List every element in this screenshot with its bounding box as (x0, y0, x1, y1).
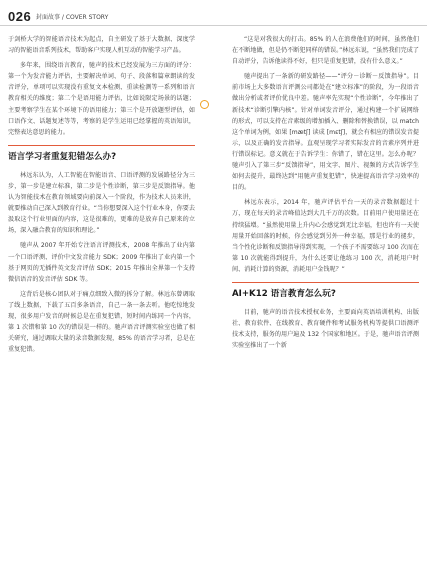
paragraph: 这背后是核心团队对于痛点细致入微的拆分了解。林远东曾调取了线上数据，下载了五百多条语音，自己一条一条去听。他吃惊地发现，很多用户发音的时候总是在重复犯错，短时间内练同一个内容，第 1 次错和第 10 次的错误是一样的。驰声语音评测实验室也做了相关研究，通过调取大量的录音数据发现，85% 的语音学习者，总是在重复犯错。 (8, 290, 195, 354)
header-divider (0, 25, 427, 26)
right-column (232, 34, 419, 355)
paragraph: 驰声从 2007 年开始专注语言评测技术，2008 年推出了业内第一个口语评测、评价中文发音能力 SDK；2009 年推出了业内第一个基于网页的无插件英文发音评估 SDK；2015 年推出全界第一个支持微信语音的发音评估 SDK 等。 (8, 242, 195, 283)
section-label: 封面故事 / COVER STORY (36, 14, 109, 21)
paragraph: 驰声提出了一条新的研发路径——“评分－诊断－反馈指导”。目前市场上大多数语言评测公司都处在“建立标准”的阶段，为一段语音做出分析或者评价优良中差。驰声率先实现“个性诊断”，今年推出了新技术“诊断引擎内核”。针对单词发音评分，通过构建一个扩展网络的形式，可以支持在音素级的增加插入、删除和替换错误，以 match 这个单词为例，如果 [mætʃ] 读成 [mɛtʃ]，就会有相应的错误发音提示，以及正确的发音指导。直观呈现学习者实际发音的音素序列并进行错误标记。意义就在于告诉学生：你错了，错在这里。怎么办呢？驰声引入了第三步“反馈指导”，用文字、图片、视频的方式告诉学生如何去提升，最终达到“用驰声重复犯错”，快速提高语音学习效率的目的。 (232, 73, 419, 192)
paragraph: 林远东认为，人工智能在智能语音、口语评测的发展路径分为三步，第一步是建立标准，第二步是个性诊断，第三步是反馈指导。他认为智能技术在教育领域要向前深入一个阶段，作为技术人员来讲，就要推动自己深入到教育行业。“当你想要深入这个行业本身，你要去汲取这个行业里面的内容，这是很难的，更难的是放弃自己原来的立场，深入融合教育的知识和理论。” (8, 171, 195, 235)
paragraph: 林远东表示，2014 年，驰声评估平台一天的录音数据超过十万，现在每天的录音峰值达到大几千万的次数。目前用户使用量还在持续猛增。“虽然使用量上升内心会感觉到无比幸福，但也许有一天使用量开始回落的时候，你会感觉到另外一种幸福，那是行业的褪步，当个性化诊断和反馈指导得到实现，一个孩子不需要练习 100 次而在第 10 次就能得到提升，为什么还要让他练习 100 次，消耗用户时间、消耗计算的资源，消耗用户金钱呢？” (232, 199, 419, 273)
page-number: 026 (8, 9, 32, 24)
paragraph: “这是对我很大的打击。85% 的人在浪费他们的时间，虽然他们在不断地做，但是仍不断犯同样的错误。”林远东说，“虽然我们完成了自动评分，告诉他读得不好，但只是重复犯错，没有什么意义。” (232, 36, 419, 66)
section-heading: 语言学习者重复犯错怎么办? (8, 145, 195, 164)
left-column (8, 34, 195, 359)
paragraph: 多年来，围绕语言教育，驰声的技术已经发展为三方面的评分：第一个为发音能力评估，主要解决单词、句子、段落和篇章朗读的发音评分，单项可以实现没有重复文本检测、重读检测等一系列和语言教育相关的维度；第二个是语用能力评估，比如说限定场景的话题；主要考察学生在某个环境下的语用能力；第三个是开放题型评估，如口语作文、话题复述等等，考察的是学生运用已经掌握的英语知识，完整表达意思的能力。 (8, 62, 195, 136)
paragraph: 于剑桥大学的智能语音技术为起点，自主研发了基于大数据、深度学习的智能语音系列技术，帮助客户实现人机互动的智能学习产品。 (8, 36, 195, 55)
page-header (0, 0, 427, 30)
section-heading: AI+K12 语言教育怎么玩? (232, 282, 419, 301)
paragraph: 目前，驰声的语音技术授权业务，主要面向英语培训机构、出版社、教育软件、在线教育、教育硬件和考试服务机构等提供口语测评技术支持，服务的用户遍及 132 个国家和地区。于是，驰声语音评测实验室推出了一个新 (232, 308, 419, 350)
circle-marker-icon (200, 100, 209, 109)
